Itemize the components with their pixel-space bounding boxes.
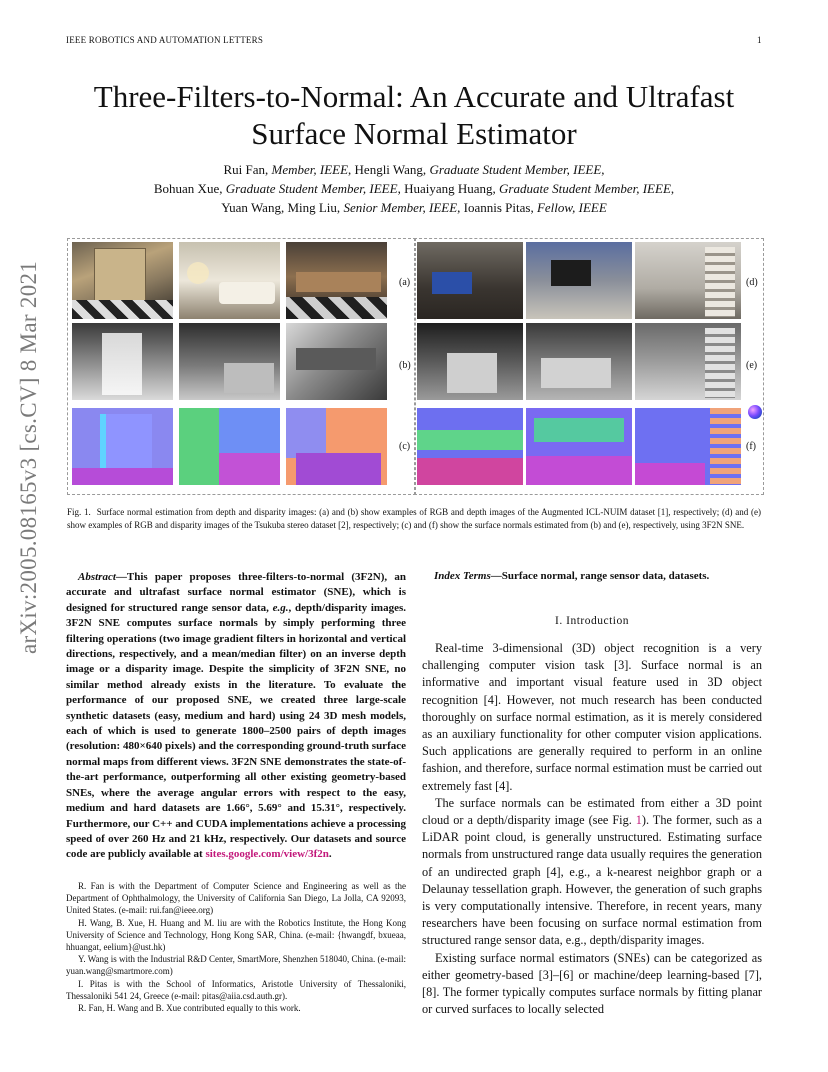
figure-image-b-1 xyxy=(72,323,173,400)
abstract: Abstract—This paper proposes three-filters-to-normal (3F2N), an accurate and ultrafast surface normal estimator (SNE), which is designed for structured range sensor data, e.g., depth/disparity images. 3F2N SNE computes surface normals by simply performing three filtering operations (two image gradient filters in horizontal and vertical directions, respectively, and a mean/median filter) on an inverse depth image or a disparity image. Despite the simplicity of 3F2N SNE, no similar method already exists in the literature. To evaluate the performance of our proposed SNE, we created three large-scale synthetic datasets (easy, medium and hard) using 24 3D mesh models, each of which is used to generate 1800–2500 pairs of depth images (resolution: 480×640 pixels) and the corresponding ground-truth surface normal maps from different views. 3F2N SNE demonstrates the state-of-the-art performance, outperforming all other existing geometry-based SNEs, where the average angular errors with respect to the easy, medium and hard datasets are 1.66°, 5.69° and 15.31°, respectively. Furthermore, our C++ and CUDA implementations achieve a processing speed of over 260 Hz and 21 kHz, respectively. Our datasets and source code are publicly available at sites.google.com/view/3f2n. xyxy=(66,571,407,861)
author-list xyxy=(60,160,768,217)
dataset-link[interactable]: sites.google.com/view/3f2n xyxy=(205,848,329,861)
figure-image-c-2 xyxy=(179,408,280,485)
index-terms: Index Terms—Surface normal, range sensor data, datasets. xyxy=(434,570,710,582)
arxiv-stamp: arXiv:2005.08165v3 [cs.CV] 8 Mar 2021 xyxy=(16,260,41,654)
figure-image-f-2 xyxy=(526,408,632,485)
intro-paragraph-2: The surface normals can be estimated from either a 3D point cloud or a depth/disparity image (see Fig. 1). The former, such as a LiDAR point cloud, is generally unstructured. Estimating surface normals from unstructured range data usually requires the generation of an undirected graph [4], e.g., a k-nearest neighbor graph or a Delaunay tessellation graph. However, the generation of such graphs is very computationally intensive. Therefore, in recent years, many researchers have been focusing on surface normal estimation from structured range sensor data, e.g., depth/disparity images. xyxy=(422,795,762,948)
figure-image-e-1 xyxy=(417,323,523,400)
footnote-5: R. Fan, H. Wang and B. Xue contributed equally to this work. xyxy=(78,1003,301,1014)
figure-caption xyxy=(67,506,761,531)
footnote-2: H. Wang, B. Xue, H. Huang and M. liu are with the Robotics Institute, the Hong Kong University of Science and Technology, Hong Kong SAR, China. (e-mail: {hwangdf, bxueaa, hhuangat, eelium}@ust.hk) xyxy=(66,917,406,953)
figure-image-b-3 xyxy=(286,323,387,400)
intro-paragraph-1: Real-time 3-dimensional (3D) object recognition is a very challenging computer vision task [3]. Surface normal is an informative and important visual feature used in 3D object recognition [4]. However, not much research has been conducted thoroughly on surface normal estimation, as it is merely considered as an auxiliary functionality for other computer vision applications. Such applications are generally required to perform in an online fashion, and therefore, surface normal estimation must be carried out extremely fast [4]. xyxy=(422,641,762,793)
footnote-1: R. Fan is with the Department of Computer Science and Engineering as well as the Department of Ophthalmology, the University of California San Diego, La Jolla, CA 92093, United States. (e-mail: rui.fan@ieee.org) xyxy=(66,881,406,916)
panel-label-c: (c) xyxy=(399,441,411,452)
footnote-3: Y. Wang is with the Industrial R&D Center, SmartMore, Shenzhen 518040, China. (e-mail: yuan.wang@smartmore.com) xyxy=(66,954,406,977)
title-line-2: Surface Normal Estimator xyxy=(251,116,577,151)
figure-image-b-2 xyxy=(179,323,280,400)
running-header: IEEE ROBOTICS AND AUTOMATION LETTERS xyxy=(66,35,264,45)
normal-color-legend-sphere-icon xyxy=(748,405,762,419)
figure-image-d-2 xyxy=(526,242,632,319)
figure-image-f-3 xyxy=(635,408,741,485)
panel-label-f: (f) xyxy=(746,441,756,452)
figure-caption-text: Surface normal estimation from depth and disparity images: (a) and (b) show examples of RGB and depth images of the Augmented ICL-NUIM dataset [1], respectively; (d) and (e) show examples of RGB and disparity images of the Tsukuba stereo dataset [2], respectively; (c) and (f) show the surface normals estimated from (b) and (e), respectively, using 3F2N SNE. xyxy=(67,507,762,530)
figure-image-c-3 xyxy=(286,408,387,485)
section-heading: I. Introduction xyxy=(555,615,629,627)
panel-label-a: (a) xyxy=(399,277,411,288)
figure-image-f-1 xyxy=(417,408,523,485)
panel-label-d: (d) xyxy=(746,277,758,288)
figure-image-a-3 xyxy=(286,242,387,319)
footnotes xyxy=(66,880,406,1014)
figure-image-d-1 xyxy=(417,242,523,319)
figure-image-d-3 xyxy=(635,242,741,319)
abstract-label: Abstract xyxy=(78,571,116,583)
introduction-body xyxy=(422,640,762,1018)
author-line-1: Rui Fan, Member, IEEE, Hengli Wang, Graduate Student Member, IEEE, xyxy=(223,162,605,177)
figure-image-a-2 xyxy=(179,242,280,319)
figure-image-a-1 xyxy=(72,242,173,319)
panel-label-e: (e) xyxy=(746,360,758,371)
figure-caption-label: Fig. 1. xyxy=(67,507,91,517)
figure-image-c-1 xyxy=(72,408,173,485)
panel-label-b: (b) xyxy=(399,360,411,371)
page-number: 1 xyxy=(757,35,762,45)
figure-reference-link[interactable]: 1 xyxy=(635,813,642,828)
author-line-3: Yuan Wang, Ming Liu, Senior Member, IEEE, Ioannis Pitas, Fellow, IEEE xyxy=(221,200,607,215)
figure-image-e-3 xyxy=(635,323,741,400)
paper-title xyxy=(0,78,828,152)
figure-image-e-2 xyxy=(526,323,632,400)
index-terms-label: Index Terms xyxy=(434,570,491,582)
footnote-4: I. Pitas is with the School of Informatics, Aristotle University of Thessaloniki, Thessaloniki 541 24, Greece (e-mail: pitas@aiia.csd.auth.gr). xyxy=(66,978,406,1001)
title-line-1: Three-Filters-to-Normal: An Accurate and Ultrafast xyxy=(93,79,735,114)
author-line-2: Bohuan Xue, Graduate Student Member, IEEE, Huaiyang Huang, Graduate Student Member, IEEE, xyxy=(153,181,675,196)
intro-paragraph-3: Existing surface normal estimators (SNEs) can be categorized as either geometry-based [3]–[6] or machine/deep learning-based [7], [8]. The former typically computes surface normals by fitting planar or curved surfaces to locally selected xyxy=(422,950,762,1017)
